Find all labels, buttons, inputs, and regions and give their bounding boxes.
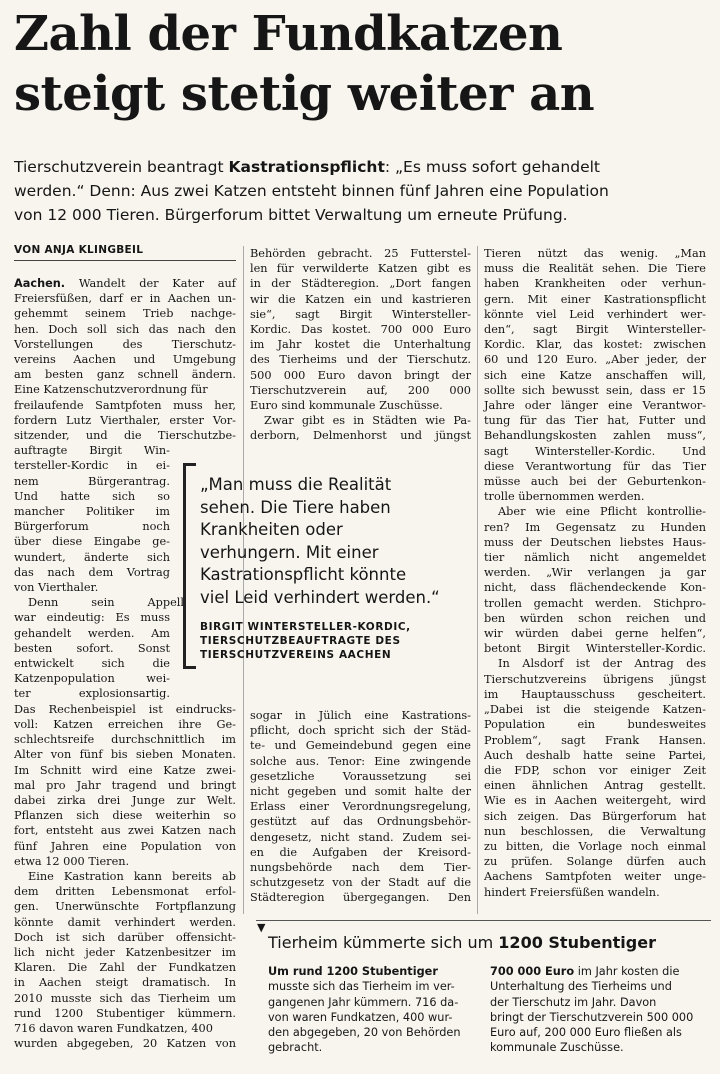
text-line: nicht gegeben und somit halte der bbox=[250, 785, 471, 799]
text-line: Klaren. Die Zahl der Fundkatzen bbox=[14, 961, 236, 975]
text-line: 716 davon waren Fundkatzen, 400 bbox=[14, 1021, 213, 1035]
text-line: im Hauptausschuss gescheitert. bbox=[484, 687, 706, 701]
text-line: müsse auch bei der Geburtenkon- bbox=[484, 475, 706, 489]
dateline: Aachen. bbox=[14, 277, 66, 290]
infobox-line: musste sich das Tierheim im ver- bbox=[268, 980, 455, 994]
triangle-marker-icon: ▼ bbox=[257, 921, 266, 934]
text-line: den“, sagt Birgit Wintersteller- bbox=[484, 323, 706, 337]
text-line: Freiersfüßen, darf er in Aachen un- bbox=[14, 292, 236, 306]
text-line: Pflanzen sich diese weiterhin so bbox=[14, 809, 236, 823]
text-line: einen ähnlichen Antrag gestellt. bbox=[484, 779, 706, 793]
text-line: wir würden dabei gerne helfen“, bbox=[484, 627, 706, 641]
infobox-line: der Tierschutz im Jahr. Davon bbox=[490, 995, 657, 1009]
pull-quote bbox=[200, 474, 462, 609]
text-line: Jahre oder länger eine Verantwor- bbox=[484, 399, 706, 413]
text-line: Das Rechenbeispiel ist eindrucks- bbox=[14, 702, 236, 716]
text-line: Und hatte sich so bbox=[14, 489, 170, 503]
text-line: Eine Katzenschutzverordnung für bbox=[14, 383, 208, 397]
text-line: die FDP, schon vor einiger Zeit bbox=[484, 763, 706, 777]
text-line: dem dritten Lebensmonat erfol- bbox=[14, 885, 236, 899]
text-line: sitzender, und die Tierschutzbe- bbox=[14, 429, 236, 443]
infobox-text: im Jahr kosten die bbox=[574, 965, 680, 978]
text-line: hindert Freiersfüßen wandeln. bbox=[484, 885, 660, 899]
text-line: Aber wie eine Pflicht kontrollie- bbox=[498, 505, 706, 519]
text-line: nungsbehörde nach dem Tier- bbox=[250, 861, 471, 875]
text-line: Behörden gebracht. 25 Futterstel- bbox=[250, 247, 471, 260]
text-line: ren? Im Gegensatz zu Hunden bbox=[484, 520, 706, 534]
text-line: im Jahr kostet die Unterhaltung bbox=[250, 338, 471, 352]
text-line: muss die Realität sehen. Die Tiere bbox=[484, 262, 706, 276]
text-line: mancher Politiker im bbox=[14, 505, 170, 519]
text-line: am besten ganz schnell ändern. bbox=[14, 368, 236, 382]
text-line: fünf Jahren eine Population von bbox=[14, 839, 236, 853]
text-line: 2010 musste sich das Tierheim um bbox=[14, 991, 236, 1005]
text-line: Doch ist sich darüber offensicht- bbox=[14, 930, 236, 944]
text-line: Tierschutzverein auf, 200 000 bbox=[250, 383, 471, 397]
text-line: sollte sich bewusst sein, dass er 15 bbox=[484, 383, 706, 397]
infobox-title-text: Tierheim kümmerte sich um bbox=[268, 933, 499, 952]
text-line: des Tierheims und der Tierschutz. bbox=[250, 353, 471, 367]
text-line: len für verwilderte Katzen gibt es bbox=[250, 262, 471, 276]
text-line: freilaufende Samtpfoten muss her, bbox=[14, 398, 236, 412]
infobox-title-emphasis: 1200 Stubentiger bbox=[498, 933, 656, 952]
text-line: Tieren nützt das wenig. „Man bbox=[484, 247, 706, 260]
text-line: tersteller-Kordic in ei- bbox=[14, 459, 170, 473]
text-line: sich eine Katze anschaffen will, bbox=[484, 368, 706, 382]
headline-line: steigt stetig weiter an bbox=[14, 66, 595, 122]
infobox-rule bbox=[256, 920, 711, 921]
infobox-line: kommunale Zuschüsse. bbox=[490, 1041, 624, 1055]
infobox-line: von waren Fundkatzen, 400 wur- bbox=[268, 1010, 453, 1024]
text-line: in der Städteregion. „Dort fangen bbox=[250, 277, 471, 291]
subhead-text: Tierschutzverein beantragt bbox=[14, 158, 229, 176]
text-line: schutzgesetz von der Stadt auf die bbox=[250, 876, 471, 890]
text-line: dengesetz, nicht stand. Zudem sei- bbox=[250, 830, 471, 844]
infobox-title bbox=[268, 933, 708, 953]
text-line: gestützt auf das Ordnungsbehör- bbox=[250, 815, 471, 829]
text-line: muss der Deutschen liebstes Haus- bbox=[484, 535, 706, 549]
article-column-2-bottom bbox=[250, 708, 471, 906]
text-line: trolle übernommen werden. bbox=[484, 490, 645, 504]
infobox-line: gebracht. bbox=[268, 1041, 323, 1055]
infobox-line: bringt der Tierschutzverein 500 000 bbox=[490, 1010, 694, 1024]
text-line: sogar in Jülich eine Kastrations- bbox=[250, 709, 471, 722]
quote-bracket bbox=[183, 463, 196, 669]
subhead-text: werden.“ Denn: Aus zwei Katzen entsteht binnen fünf Jahren eine Population bbox=[14, 182, 609, 200]
subheadline bbox=[14, 155, 714, 227]
text-line: 60 und 120 Euro. „Aber jeder, der bbox=[484, 353, 706, 367]
text-line: besten sofort. Sonst bbox=[14, 641, 170, 655]
text-line: von Vierthaler. bbox=[14, 581, 99, 595]
text-line bbox=[14, 276, 236, 291]
text-line: pflicht, doch spricht sich der Städ- bbox=[250, 724, 471, 738]
text-line: etwa 12 000 Tieren. bbox=[14, 854, 130, 868]
text-line: tier nämlich nicht angemeldet bbox=[484, 551, 706, 565]
text-line: werden. „Wir verlangen ja gar bbox=[484, 566, 706, 580]
text-line: nun beschlossen, die Verwaltung bbox=[484, 824, 706, 838]
text-line: könnte damit verhindert werden. bbox=[14, 915, 236, 929]
text-line: ter explosionsartig. bbox=[14, 687, 170, 701]
text-line: Städteregion übergegangen. Den bbox=[250, 891, 471, 905]
text-line: diese Verantwortung für das Tier bbox=[484, 459, 706, 473]
text-line: Problem“, sagt Frank Hansen. bbox=[484, 733, 706, 747]
subhead-emphasis: Kastrationspflicht bbox=[228, 158, 385, 176]
text-line: in Aachen steigt dramatisch. In bbox=[14, 976, 236, 990]
text-line: tung für das Tier hat, Futter und bbox=[484, 414, 706, 428]
text-line: mal pro Jahr tragend und bringt bbox=[14, 778, 236, 792]
text-line: sich zeigen. Das Bürgerforum hat bbox=[484, 809, 706, 823]
text-line: dabei zirka drei Junge zur Welt. bbox=[14, 793, 236, 807]
text-line: Denn sein Appell bbox=[28, 596, 184, 610]
attribution-line: BIRGIT WINTERSTELLER-KORDIC, bbox=[200, 621, 411, 633]
text-line: en die Aufgaben der Kreisord- bbox=[250, 845, 471, 859]
text-line: Population ein bundesweites bbox=[484, 718, 706, 732]
infobox-line bbox=[490, 964, 708, 979]
subhead-text: : „Es muss sofort gehandelt bbox=[384, 158, 601, 176]
text-line: gesetzliche Voraussetzung sei bbox=[250, 769, 471, 783]
quote-line: Kastrationspflicht könnte bbox=[200, 565, 407, 584]
text-line: betont Birgit Wintersteller-Kordic. bbox=[484, 642, 706, 656]
text-line: Auch deshalb hatte seine Partei, bbox=[484, 748, 706, 762]
infobox-line: Unterhaltung des Tierheims und bbox=[490, 980, 672, 994]
text-line-rest: Wandelt der Kater auf bbox=[65, 277, 236, 290]
text-line: Im Schnitt wird eine Katze zwei- bbox=[14, 763, 236, 777]
quote-line: verhungern. Mit einer bbox=[200, 542, 379, 562]
text-line: Erlass einer Verordnungsregelung, bbox=[250, 800, 471, 814]
infobox-lead: 700 000 Euro bbox=[490, 965, 575, 978]
text-line: fordern Lutz Vierthaler, erster Vor- bbox=[14, 413, 236, 427]
infobox-left bbox=[268, 964, 478, 1056]
text-line: Euro sind kommunale Zuschüsse. bbox=[250, 399, 443, 413]
text-line: Kordic. Das kostet. 700 000 Euro bbox=[250, 323, 471, 337]
infobox-lead: Um rund 1200 Stubentiger bbox=[268, 965, 438, 978]
text-line: Bürgerforum noch bbox=[14, 520, 170, 534]
text-line: Vorstellungen des Tierschutz- bbox=[14, 337, 236, 351]
text-line: 500 000 Euro davon bringt der bbox=[250, 368, 471, 382]
quote-attribution bbox=[200, 620, 462, 662]
text-line: Behandlungskosten zahlen muss“, bbox=[484, 429, 706, 443]
text-line: Eine Kastration kann bereits ab bbox=[28, 869, 236, 883]
text-line: nicht, dass flächendeckende Kon- bbox=[484, 581, 706, 595]
article-column-1 bbox=[14, 276, 236, 1051]
text-line: derborn, Delmenhorst und jüngst bbox=[250, 429, 471, 443]
text-line: wundert, änderte sich bbox=[14, 550, 170, 564]
attribution-line: TIERSCHUTZVEREINS AACHEN bbox=[200, 649, 392, 661]
byline: VON ANJA KLINGBEIL bbox=[14, 244, 236, 261]
text-line: könnte viel Leid verhindert wer- bbox=[484, 307, 706, 321]
quote-line: „Man muss die Realität bbox=[200, 475, 392, 494]
text-line: voll: Katzen erreichen ihre Ge- bbox=[14, 717, 236, 731]
column-divider bbox=[477, 246, 478, 914]
text-line: Zwar gibt es in Städten wie Pa- bbox=[264, 414, 471, 428]
text-line: te- und Gemeindebund gegen eine bbox=[250, 739, 471, 753]
text-line: hen. Doch soll sich das nach den bbox=[14, 322, 236, 336]
headline-line: Zahl der Fundkatzen bbox=[14, 6, 563, 62]
text-line: fort, entsteht aus zwei Katzen nach bbox=[14, 824, 236, 838]
quote-line: viel Leid verhindert werden.“ bbox=[200, 587, 440, 607]
text-line: das nach dem Vortrag bbox=[14, 565, 170, 579]
text-line: war eindeutig: Es muss bbox=[14, 611, 170, 625]
text-line: Alter von fünf bis sieben Monaten. bbox=[14, 748, 236, 762]
text-line: Kordic. Klar, das kostet: zwischen bbox=[484, 338, 706, 352]
text-line: vereins Aachen und Umgebung bbox=[14, 353, 236, 367]
quote-line: sehen. Die Tiere haben bbox=[200, 497, 391, 517]
infobox-line: Euro auf, 200 000 Euro fließen als bbox=[490, 1026, 682, 1040]
text-line: auftragte Birgit Win- bbox=[14, 444, 170, 458]
quote-line: Krankheiten oder bbox=[200, 520, 343, 539]
text-line: haben Krankheiten oder verhun- bbox=[484, 277, 706, 291]
headline bbox=[14, 4, 714, 124]
text-line: zu bitten, die Vorlage noch einmal bbox=[484, 839, 706, 853]
infobox-right bbox=[490, 964, 708, 1056]
attribution-line: TIERSCHUTZBEAUFTRAGTE DES bbox=[200, 635, 401, 647]
text-line: wurden abgegeben, 20 Katzen von bbox=[14, 1037, 236, 1051]
text-line: zu prüfen. Solange dürfen auch bbox=[484, 855, 706, 869]
text-line: gehemmt seinem Trieb nachge- bbox=[14, 307, 236, 321]
text-line: schlechtsreife durchschnittlich im bbox=[14, 733, 236, 747]
text-line: ben würden schon reichen und bbox=[484, 611, 706, 625]
subhead-text: von 12 000 Tieren. Bürgerforum bittet Verwaltung um erneute Prüfung. bbox=[14, 206, 568, 224]
text-line: trollen gemacht werden. Stichpro- bbox=[484, 596, 706, 610]
infobox-line: gangenen Jahr kümmern. 716 da- bbox=[268, 995, 459, 1009]
text-line: gen. Unerwünschte Fortpflanzung bbox=[14, 900, 236, 914]
text-line: sie“, sagt Birgit Wintersteller- bbox=[250, 307, 471, 321]
text-line: In Alsdorf ist der Antrag des bbox=[498, 657, 706, 671]
text-line: lich nicht jeder Katzenbesitzer im bbox=[14, 945, 236, 959]
infobox-line: den abgegeben, 20 von Behörden bbox=[268, 1026, 461, 1040]
text-line: über diese Eingabe ge- bbox=[14, 535, 170, 549]
article-column-2-top bbox=[250, 246, 471, 444]
text-line: nem Bürgerantrag. bbox=[14, 474, 170, 488]
text-line: Aachens Samtpfoten weiter unge- bbox=[484, 870, 706, 884]
text-line: gehandelt werden. Am bbox=[14, 626, 170, 640]
article-column-3 bbox=[484, 246, 706, 900]
text-line: Katzenpopulation wei- bbox=[14, 672, 170, 686]
text-line: sagt Wintersteller-Kordic. Und bbox=[484, 444, 706, 458]
text-line: Tierschutzvereins übrigens jüngst bbox=[484, 672, 706, 686]
text-line: rund 1200 Stubentiger kümmern. bbox=[14, 1006, 236, 1020]
text-line: solche aus. Tenor: Eine zwingende bbox=[250, 754, 471, 768]
text-line: „Dabei ist die steigende Katzen- bbox=[484, 703, 706, 717]
text-line: gern. Mit einer Kastrationspflicht bbox=[484, 292, 706, 306]
text-line: Wie es in Aachen weitergeht, wird bbox=[484, 794, 706, 808]
text-line: wir die Katzen ein und kastrieren bbox=[250, 292, 471, 306]
text-line: entwickelt sich die bbox=[14, 657, 170, 671]
